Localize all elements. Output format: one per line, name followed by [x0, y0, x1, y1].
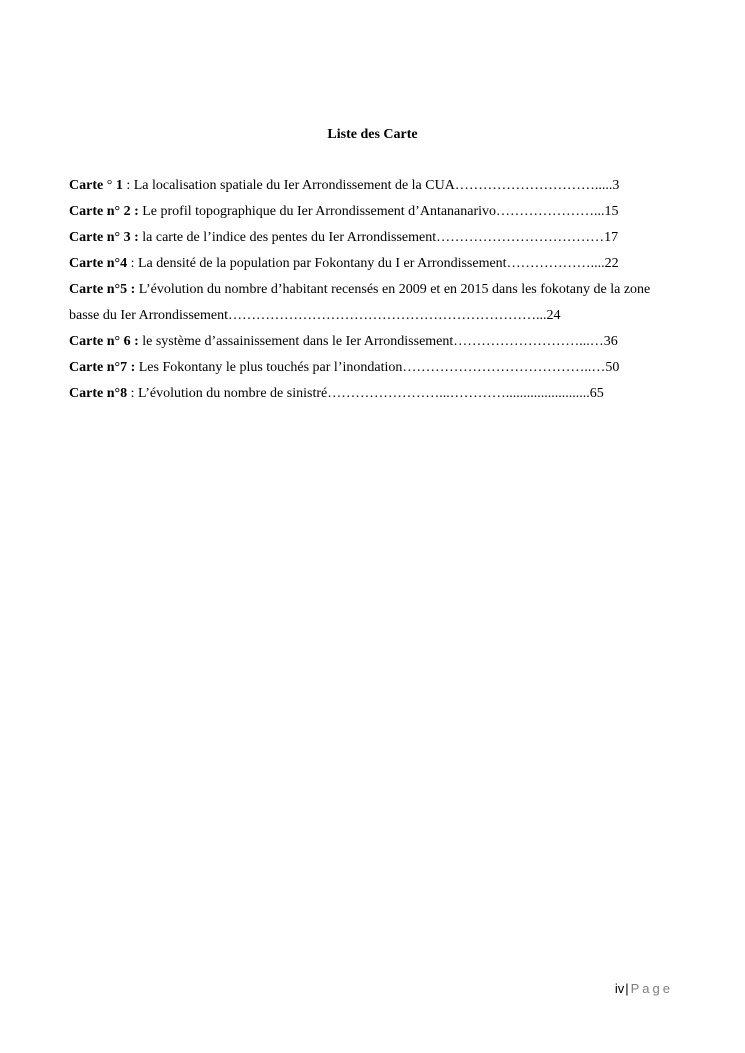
entry-text: : La localisation spatiale du Ier Arrondissement de la CUA………………………….....3 [122, 178, 620, 193]
entry-label: Carte n°5 : [69, 282, 136, 297]
map-list [69, 173, 669, 407]
entry-text: : La densité de la population par Fokontany du I er Arrondissement………………....22 [127, 256, 619, 271]
entry-text: le système d’assainissement dans le Ier Arrondissement………………………...…36 [138, 334, 618, 349]
entry-label-symbol: ° [106, 178, 116, 193]
entry-text: Les Fokontany le plus touchés par l’inondation…………………………………..…50 [135, 360, 620, 375]
list-item [69, 251, 669, 277]
page-label: Page [630, 981, 673, 996]
entry-label: Carte n° 2 : [69, 204, 139, 219]
list-item [69, 173, 669, 199]
footer-separator: | [625, 981, 629, 996]
entry-label: Carte n° 3 : [69, 230, 139, 245]
entry-text: Le profil topographique du Ier Arrondissement d’Antananarivo…………………...15 [138, 204, 619, 219]
entry-text: la carte de l’indice des pentes du Ier Arrondissement………………………………17 [138, 230, 619, 245]
list-item [69, 381, 669, 407]
page-number: iv [614, 981, 625, 996]
list-item [69, 199, 669, 225]
entry-text: : L’évolution du nombre de sinistré……………………...…………........................65 [127, 386, 604, 401]
list-item [69, 225, 669, 251]
list-item [69, 329, 669, 355]
list-item [69, 355, 669, 381]
entry-label: Carte n°7 : [69, 360, 136, 375]
entry-label: Carte [69, 178, 107, 193]
entry-label: Carte n° 6 : [69, 334, 139, 349]
list-item [69, 277, 669, 329]
entry-text: L’évolution du nombre d’habitant recensés en 2009 et en 2015 dans les fokotany de la zone basse du Ier Arrondissement…………………………………………………………...24 [69, 282, 651, 323]
entry-label-number: 1 [115, 178, 123, 193]
page-title: Liste des Carte [327, 127, 418, 142]
entry-label: Carte n°4 [69, 256, 128, 271]
page-footer [615, 980, 673, 998]
entry-label: Carte n°8 [69, 386, 128, 401]
